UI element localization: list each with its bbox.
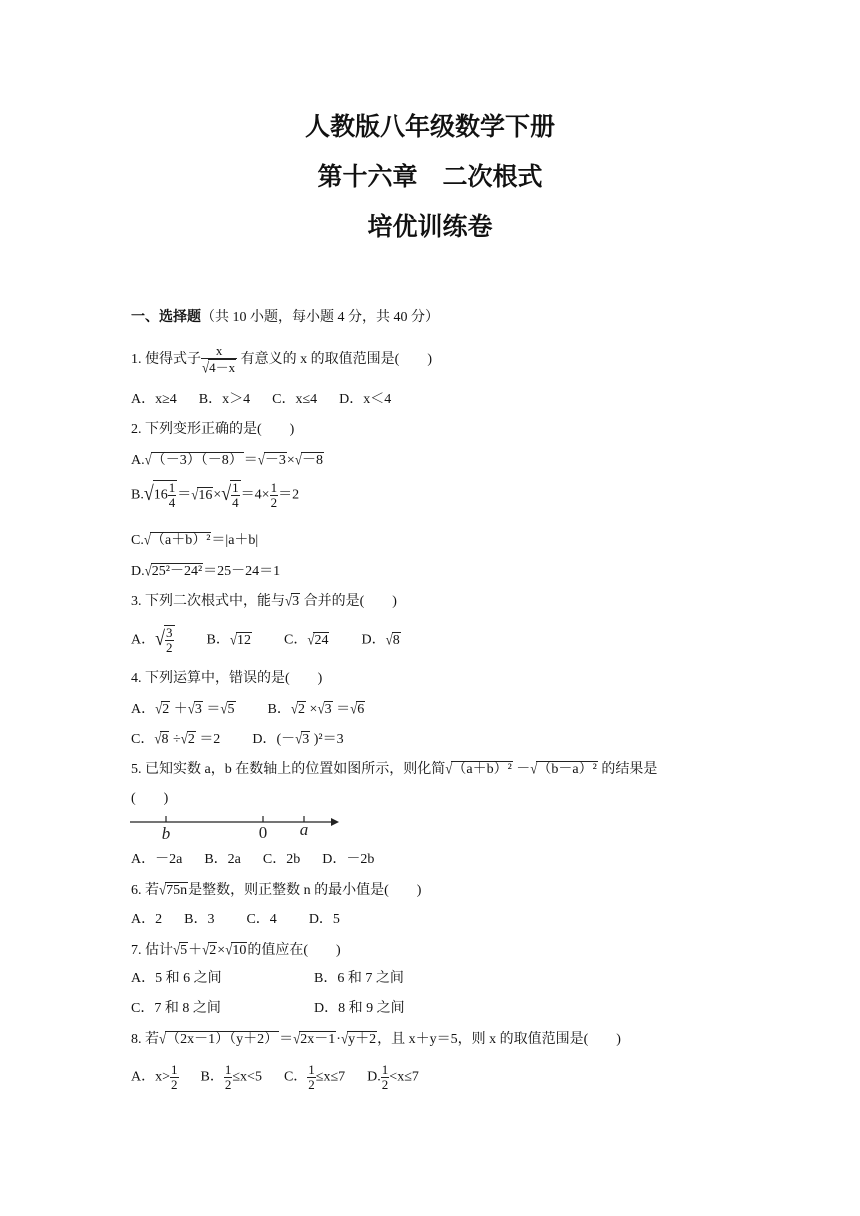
q4-c-r2: 2 [187, 732, 195, 747]
paper-title: 培优训练卷 [367, 212, 493, 241]
q7-post: 的值应在( ) [247, 943, 341, 958]
q8-pre: 8. 若 [131, 1032, 159, 1047]
q8-r3: y＋2 [348, 1032, 377, 1047]
q5-mid: － [512, 762, 531, 777]
q3-a-label: A． [131, 632, 156, 648]
q7-r2: 2 [209, 943, 217, 958]
q3-a-num: 3 [166, 625, 173, 640]
number-line-figure [128, 810, 343, 844]
q2-option-a: A.√（－3）（－8）＝√－3×√－8 [131, 450, 323, 469]
q8-c-post: ≤x≤7 [315, 1069, 346, 1085]
q5-options [131, 850, 374, 870]
q7-option-d: D．8 和 9 之间 [314, 1001, 405, 1016]
q2-b-r2: 16 [198, 487, 213, 503]
q8-b-den: 2 [224, 1077, 232, 1092]
q2-d-label: D. [131, 564, 145, 579]
q2-b-n1: 1 [168, 480, 176, 495]
q8-stem: 8. 若√（2x－1）（y＋2）＝√2x－1·√y＋2，且 x＋y＝5，则 x 的取值范围是( ) [131, 1029, 621, 1048]
q4-b-r3: 6 [357, 702, 365, 717]
q1-num: x [201, 344, 237, 359]
q5-stem: 5. 已知实数 a，b 在数轴上的位置如图所示，则化简√（a＋b）² －√（b－a）² 的结果是 [131, 759, 658, 778]
q8-post: ，且 x＋y＝5，则 x 的取值范围是( ) [377, 1032, 621, 1047]
q8-a-num: 1 [171, 1062, 178, 1077]
q6-stem: 6. 若√75n是整数，则正整数 n 的最小值是( ) [131, 880, 422, 899]
q1-option-b: B．x＞4 [198, 392, 251, 407]
q5-pre: 5. 已知实数 a，b 在数轴上的位置如图所示，则化简 [131, 762, 446, 777]
q1-option-a: A．x≥4 [131, 392, 177, 407]
q4-d-post: )²＝3 [310, 732, 344, 747]
q2-a-r2: －3 [264, 453, 286, 468]
q3-post: 合并的是( ) [300, 594, 397, 609]
q2-b-eq1: ＝ [177, 487, 192, 503]
q4-options-ab: A．√2 ＋√3 ＝√5 B．√2 ×√3 ＝√6 [131, 699, 365, 718]
q2-a-label: A. [131, 453, 145, 468]
q1-post: 有意义的 x 的取值范围是( ) [237, 352, 432, 368]
q6-pre: 6. 若 [131, 883, 159, 898]
q6-r: 75n [166, 883, 188, 898]
q3-r: 3 [292, 594, 300, 609]
q6-option-a: A．2 [131, 912, 163, 927]
q7-r3: 10 [232, 943, 247, 958]
q3-c-label: C． [284, 632, 308, 648]
q2-b-n3: 1 [270, 480, 278, 495]
q7-option-c: C．7 和 8 之间 [131, 1001, 221, 1016]
q4-c-r1: 8 [161, 732, 169, 747]
q4-options-cd: C．√8 ÷√2 ＝2 D．(－√3 )²＝3 [131, 729, 344, 748]
section-heading [131, 308, 439, 328]
q3-stem: 3. 下列二次根式中，能与√3 合并的是( ) [131, 591, 397, 610]
q1-pre: 1. 使得式子 [131, 352, 201, 368]
q8-d-label: D. [367, 1069, 381, 1085]
label-b: b [161, 824, 171, 843]
q2-option-d: D.√25²－24²＝25－24＝1 [131, 561, 281, 580]
label-zero: 0 [258, 823, 268, 842]
q4-c-eq: ＝2 [195, 732, 221, 747]
label-a: a [299, 820, 309, 839]
q4-a-label: A． [131, 702, 156, 717]
q7-option-b: B．6 和 7 之间 [314, 971, 404, 986]
q4-c-op: ÷ [169, 732, 181, 747]
q8-b-post: ≤x<5 [232, 1069, 262, 1085]
q7-option-a: A．5 和 6 之间 [131, 971, 222, 986]
q1-stem [131, 344, 432, 376]
q2-c-label: C. [131, 533, 144, 548]
q6-option-b: B．3 [184, 912, 215, 927]
q7-r1: 5 [180, 943, 188, 958]
q4-b-op: × [306, 702, 318, 717]
q4-d-r1: 3 [302, 732, 310, 747]
q5-r2: （b－a）² [537, 762, 597, 777]
q7-op1: ＋ [188, 943, 203, 958]
q5-post: 的结果是 [597, 762, 658, 777]
section-title: 一、选择题 [131, 310, 201, 325]
q4-d-label: D． [252, 732, 277, 747]
q6-post: 是整数，则正整数 n 的最小值是( ) [188, 883, 422, 898]
q8-b-num: 1 [224, 1062, 232, 1077]
q1-option-c: C．x≤4 [272, 392, 318, 407]
q8-r1: （2x－1）（y＋2） [166, 1032, 279, 1047]
q3-b-r: 12 [237, 632, 251, 648]
q2-d-rest: ＝25－24＝1 [203, 564, 281, 579]
q4-a-r2: 3 [194, 702, 202, 717]
q3-d-r: 8 [392, 632, 400, 648]
q2-b-times: × [213, 487, 222, 503]
q5-option-c: C．2b [262, 852, 301, 867]
q8-c-label: C． [283, 1069, 308, 1085]
q8-d-num: 1 [381, 1062, 389, 1077]
q2-a-r1: （－3）（－8） [151, 453, 243, 468]
q7-options-cd [131, 999, 405, 1019]
section-note: （共 10 小题，每小题 4 分，共 40 分） [201, 310, 439, 325]
q4-a-op: ＋ [170, 702, 188, 717]
q8-a-label: A．x> [131, 1069, 171, 1085]
q8-r2: 2x－1 [300, 1032, 336, 1047]
q6-options [131, 910, 340, 930]
q4-b-r1: 2 [298, 702, 306, 717]
q8-b-label: B． [200, 1069, 224, 1085]
q2-option-b: B.√16 $\frac{1}{4}$ ＝√16×√ $\frac{1}{4}$ ＝4× $\frac{1}{2}$ ＝2 [131, 480, 300, 510]
q4-c-label: C． [131, 732, 155, 747]
q4-a-r1: 2 [162, 702, 170, 717]
q5-paren: ( ) [131, 791, 169, 806]
q8-options [131, 1063, 419, 1092]
q3-d-label: D． [361, 632, 386, 648]
q5-option-a: A．－2a [131, 852, 183, 867]
q2-b-d2: 4 [232, 495, 239, 510]
q5-option-b: B．2a [204, 852, 241, 867]
q7-pre: 7. 估计 [131, 943, 173, 958]
q8-c-num: 1 [308, 1062, 315, 1077]
q2-a-r3: －8 [301, 453, 323, 468]
q8-c-den: 2 [308, 1077, 315, 1092]
q8-dot: · [336, 1032, 341, 1047]
q8-a-den: 2 [171, 1077, 178, 1092]
q3-pre: 3. 下列二次根式中，能与 [131, 594, 285, 609]
q4-b-eq: ＝ [332, 702, 351, 717]
q3-c-r: 24 [314, 632, 329, 648]
q2-b-n2: 1 [232, 480, 239, 495]
q2-b-eq2: ＝4× [240, 487, 270, 503]
q4-a-r3: 5 [227, 702, 235, 717]
q2-stem: 2. 下列变形正确的是( ) [131, 422, 295, 437]
q1-option-d: D．x＜4 [339, 392, 392, 407]
q3-options: A．√ $\frac{3}{2}$ B．√12 C．√24 D．√8 [131, 625, 400, 655]
q4-b-r2: 3 [324, 702, 332, 717]
q8-eq: ＝ [279, 1032, 294, 1047]
q2-c-r1: （a＋b）² [150, 533, 211, 548]
q4-d-pre: (－ [276, 732, 296, 747]
q3-b-label: B． [206, 632, 230, 648]
q2-b-d1: 4 [168, 495, 176, 510]
arrow-head-icon [331, 818, 339, 826]
q4-b-label: B． [267, 702, 291, 717]
q6-option-d: D．5 [308, 912, 340, 927]
q2-b-d3: 2 [270, 495, 278, 510]
q8-d-post: <x≤7 [389, 1069, 419, 1085]
q3-a-den: 2 [166, 640, 173, 655]
q7-options-ab [131, 969, 404, 989]
q2-c-rest: ＝|a＋b| [211, 533, 259, 548]
q4-stem: 4. 下列运算中，错误的是( ) [131, 671, 323, 686]
q7-stem: 7. 估计√5＋√2×√10的值应在( ) [131, 940, 341, 959]
q1-den: 4－x [209, 360, 236, 375]
q1-options [131, 390, 391, 410]
q8-d-den: 2 [381, 1077, 389, 1092]
q2-b-label: B. [131, 487, 144, 503]
q2-a-eq: ＝ [243, 453, 258, 468]
q2-d-r1: 25²－24² [151, 564, 203, 579]
q6-option-c: C．4 [246, 912, 277, 927]
q4-a-eq: ＝ [202, 702, 221, 717]
q2-b-whole: 16 [153, 487, 168, 503]
q2-a-times: × [286, 453, 295, 468]
q5-r1: （a＋b）² [452, 762, 512, 777]
q2-option-c: C.√（a＋b）²＝|a＋b| [131, 530, 259, 549]
q2-b-eq3: ＝2 [278, 487, 300, 503]
q7-op2: × [217, 943, 226, 958]
doc-title: 人教版八年级数学下册 [304, 112, 555, 141]
q5-option-d: D．－2b [322, 852, 375, 867]
q1-fraction: $\frac{x}{√4-x}$ [202, 343, 236, 377]
chapter-title: 第十六章 二次根式 [317, 162, 543, 191]
